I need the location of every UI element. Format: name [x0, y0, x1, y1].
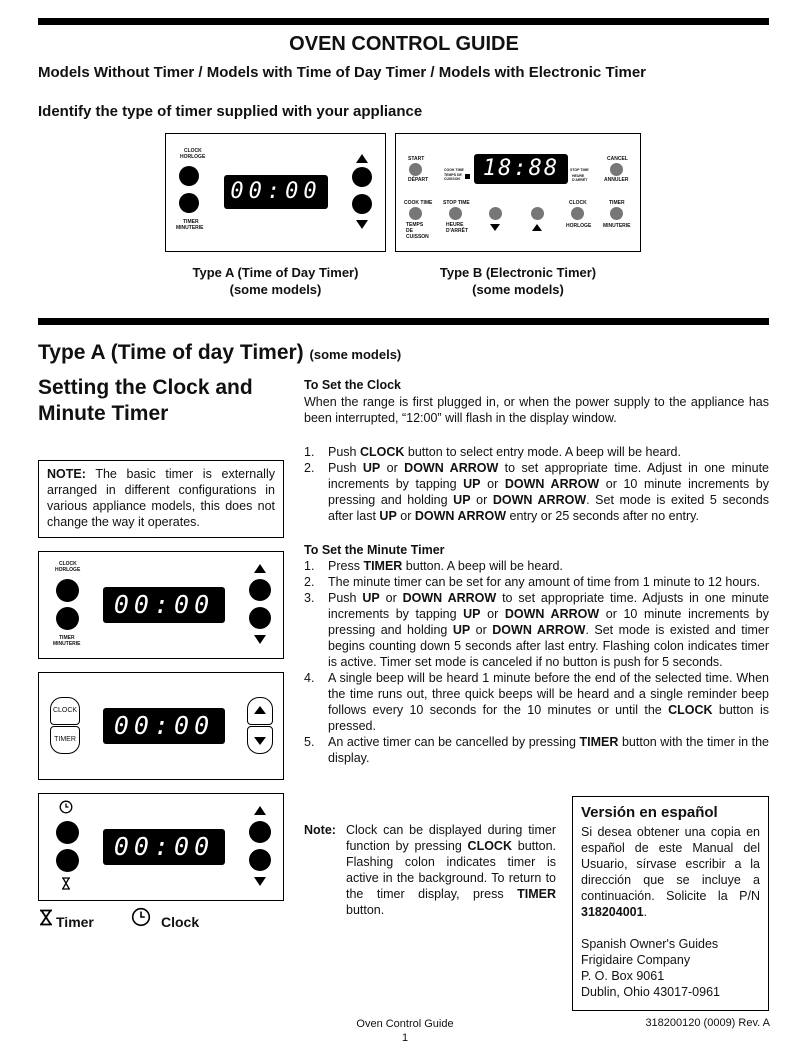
set-timer-step-number: 4. [304, 671, 315, 685]
p2-clock-button[interactable] [50, 697, 80, 725]
p3-down-arrow-icon [254, 877, 266, 886]
set-timer-step-number: 3. [304, 591, 315, 605]
type-a-caption-line2: (some models) [229, 282, 322, 297]
p2-down-button[interactable] [247, 726, 273, 754]
cook-time-label-fr: TEMPS DE CUISSON [406, 222, 429, 240]
identify-heading: Identify the type of timer supplied with your appliance [38, 103, 423, 120]
clock-label: CLOCK [184, 148, 202, 154]
stop-time-label-fr: HEURE D'ARRÊT [446, 222, 469, 234]
set-timer-step-text: An active timer can be cancelled by pressing TIMER button with the timer in the display. [328, 735, 769, 765]
set-timer-step-5 [304, 734, 769, 766]
p1-up-button[interactable] [249, 579, 271, 601]
p3-clock-button[interactable] [56, 821, 79, 844]
set-timer-step-text: A single beep will be heard 1 minute before the end of the selected time. When the time runs out, three quick beeps will be heard and a single reminder beep follows every 10 seconds for the 10 minutes or until the CLOCK button is pressed. [328, 671, 769, 733]
p2-down-arrow-icon [254, 737, 266, 745]
timer-button-b[interactable] [610, 207, 623, 220]
type-a-heading [38, 341, 401, 365]
cancel-label: CANCEL [607, 156, 628, 162]
footer-doc-number: 318200120 (0009) Rev. A [645, 1017, 770, 1029]
timer-label-b: TIMER [609, 200, 625, 206]
type-a-caption-line1: Type A (Time of Day Timer) [192, 265, 359, 280]
display-dot-left [465, 174, 470, 179]
timer-button[interactable] [179, 193, 199, 213]
display-window: 00:00 [224, 175, 328, 209]
p3-timer-button[interactable] [56, 849, 79, 872]
p1-clock-label-fr: HORLOGE [55, 567, 81, 573]
cook-time-tiny-fr: TEMPS DE CUISSON [444, 173, 462, 181]
type-a-caption [165, 264, 386, 298]
cook-time-button[interactable] [409, 207, 422, 220]
p1-timer-label-fr: MINUTERIE [53, 641, 81, 647]
legend-timer-label: Timer [56, 914, 94, 930]
set-timer-step-number: 5. [304, 735, 315, 749]
spanish-address-1: Spanish Owner's Guides [581, 937, 719, 951]
top-rule [38, 18, 769, 25]
footer-center [355, 1017, 455, 1045]
note-label: NOTE: [47, 467, 86, 481]
up-button[interactable] [352, 167, 372, 187]
clock-button[interactable] [179, 166, 199, 186]
cancel-label-fr: ANNULER [604, 177, 629, 183]
page-number: 1 [401, 1032, 409, 1044]
p2-timer-button[interactable] [50, 726, 80, 754]
type-a-heading-small: (some models) [309, 347, 402, 362]
clock-label-b: CLOCK [569, 200, 587, 206]
panel-variant-2 [38, 672, 284, 780]
p1-clock-label: CLOCK [59, 561, 77, 567]
start-label-fr: DÉPART [408, 177, 429, 183]
set-timer-step-text: Push UP or DOWN ARROW to set appropriate time. Adjusts in one minute increments by tapping UP or DOWN ARROW or 10 minute increments by pressing and holding UP or DOWN ARROW. Set mode is existed and timer begins counting down 5 seconds after last entry. Flashing colon indicates timer is active. Timer set mode is canceled if no button is push for 5 seconds. [328, 591, 770, 669]
spanish-text: Si desea obtener una copia en español de este Manual del Usuario, sírvase escribir a la dirección que se incluye a continuación. Solicite la P/N 318204001. [581, 825, 760, 919]
clock-label-b-fr: HORLOGE [566, 223, 592, 229]
type-a-diagram [165, 133, 386, 252]
clock-icon [131, 907, 151, 927]
spanish-address-4: Dublin, Ohio 43017-0961 [581, 985, 720, 999]
p1-display: 00:00 [103, 587, 225, 623]
p1-down-arrow-icon [254, 635, 266, 644]
panel-variant-1 [38, 551, 284, 659]
type-a-heading-text: Type A (Time of day Timer) [38, 341, 304, 364]
set-clock-step-text: Push CLOCK button to select entry mode. A beep will be heard. [328, 445, 681, 459]
timer-label: TIMER [183, 219, 199, 225]
section-rule [38, 318, 769, 325]
p2-clock-label: CLOCK [52, 707, 78, 714]
type-b-caption [395, 264, 641, 298]
set-clock-step-1 [304, 444, 769, 460]
set-clock-step-number: 1. [304, 445, 315, 459]
set-timer-step-number: 2. [304, 575, 315, 589]
set-timer-step-4 [304, 670, 769, 734]
stop-time-tiny-fr: HEURE D'ARRÊT [572, 174, 588, 182]
set-clock-step-text: Push UP or DOWN ARROW to set appropriate time. Adjust in one minute increments by tapping UP or DOWN ARROW or 10 minute increments by pressing and holding UP or DOWN ARROW. Set mode is exited 5 seconds after last UP or DOWN ARROW entry or 25 seconds after no entry. [328, 461, 770, 523]
spanish-address-3: P. O. Box 9061 [581, 969, 665, 983]
p3-up-button[interactable] [249, 821, 271, 843]
spanish-heading: Versión en español [581, 804, 718, 821]
note2-text: Clock can be displayed during timer function by pressing CLOCK button. Flashing colon indicates timer is active in the background. To return to the timer display, press TIMER button. [346, 823, 556, 917]
stop-time-tiny: STOP TIME [570, 168, 589, 172]
set-timer-step-1 [304, 558, 769, 574]
setting-heading [38, 375, 253, 427]
cancel-button[interactable] [610, 163, 623, 176]
set-timer-steps [304, 558, 769, 766]
set-clock-step-2 [304, 460, 769, 524]
type-b-diagram [395, 133, 641, 252]
p2-up-arrow-icon [254, 706, 266, 714]
up-arrow-icon-b [532, 224, 542, 231]
p3-display: 00:00 [103, 829, 225, 865]
type-b-caption-line2: (some models) [472, 282, 564, 297]
footer-title: Oven Control Guide [356, 1018, 454, 1030]
spanish-version-box [572, 796, 769, 1011]
start-button[interactable] [409, 163, 422, 176]
down-button[interactable] [352, 194, 372, 214]
set-clock-intro: When the range is first plugged in, or when the power supply to the appliance has been interrupted, “12:00” will flash in the display window. [304, 395, 769, 425]
set-clock-steps [304, 444, 769, 524]
set-clock-step-number: 2. [304, 461, 315, 475]
p2-timer-label: TIMER [54, 736, 76, 743]
down-arrow-icon [356, 220, 368, 229]
cook-time-tiny: COOK TIME [444, 168, 464, 172]
set-timer-step-text: The minute timer can be set for any amount of time from 1 minute to 12 hours. [328, 575, 761, 589]
setting-heading-line1: Setting the Clock and [38, 376, 253, 399]
set-timer-step-text: Press TIMER button. A beep will be heard. [328, 559, 563, 573]
set-timer-step-2 [304, 574, 769, 590]
timer-label-b-fr: MINUTERIE [603, 223, 631, 229]
p1-clock-button[interactable] [56, 579, 79, 602]
p1-down-button[interactable] [249, 607, 271, 629]
type-b-caption-line1: Type B (Electronic Timer) [439, 265, 597, 280]
down-button-b[interactable] [489, 207, 502, 220]
legend-clock-label: Clock [161, 914, 200, 930]
cook-time-label: COOK TIME [404, 200, 433, 206]
up-arrow-icon [356, 154, 368, 163]
clock-button-b[interactable] [571, 207, 584, 220]
page-subtitle: Models Without Timer / Models with Time of Day Timer / Models with Electronic Timer [38, 64, 647, 81]
spanish-address-2: Frigidaire Company [581, 953, 691, 967]
up-button-b[interactable] [531, 207, 544, 220]
set-timer-heading: To Set the Minute Timer [304, 543, 445, 557]
set-timer-step-number: 1. [304, 559, 315, 573]
setting-heading-line2: Minute Timer [38, 402, 169, 425]
hourglass-icon [39, 909, 53, 926]
p2-display: 00:00 [103, 708, 225, 744]
note-text: The basic timer is externally arranged in different configurations in various appliance models, this does not change the way it operates. [47, 467, 275, 529]
p3-clock-icon [59, 800, 73, 814]
set-timer-step-3 [304, 590, 769, 670]
note-box [38, 460, 284, 538]
p2-up-button[interactable] [247, 697, 273, 725]
p1-timer-label: TIMER [59, 635, 75, 641]
stop-time-label: STOP TIME [443, 200, 470, 206]
p1-timer-button[interactable] [56, 607, 79, 630]
clock-label-fr: HORLOGE [180, 154, 206, 160]
p3-up-arrow-icon [254, 806, 266, 815]
note2-label: Note: [304, 823, 336, 837]
panel-variant-3 [38, 793, 284, 901]
p3-down-button[interactable] [249, 849, 271, 871]
down-arrow-icon-b [490, 224, 500, 231]
set-clock-heading: To Set the Clock [304, 378, 402, 392]
p3-hourglass-icon [61, 877, 71, 890]
p1-up-arrow-icon [254, 564, 266, 573]
page-title: OVEN CONTROL GUIDE [289, 33, 519, 55]
start-label: START [408, 156, 425, 162]
timer-label-fr: MINUTERIE [176, 225, 204, 231]
electronic-display: 18:88 [474, 154, 568, 184]
stop-time-button[interactable] [449, 207, 462, 220]
